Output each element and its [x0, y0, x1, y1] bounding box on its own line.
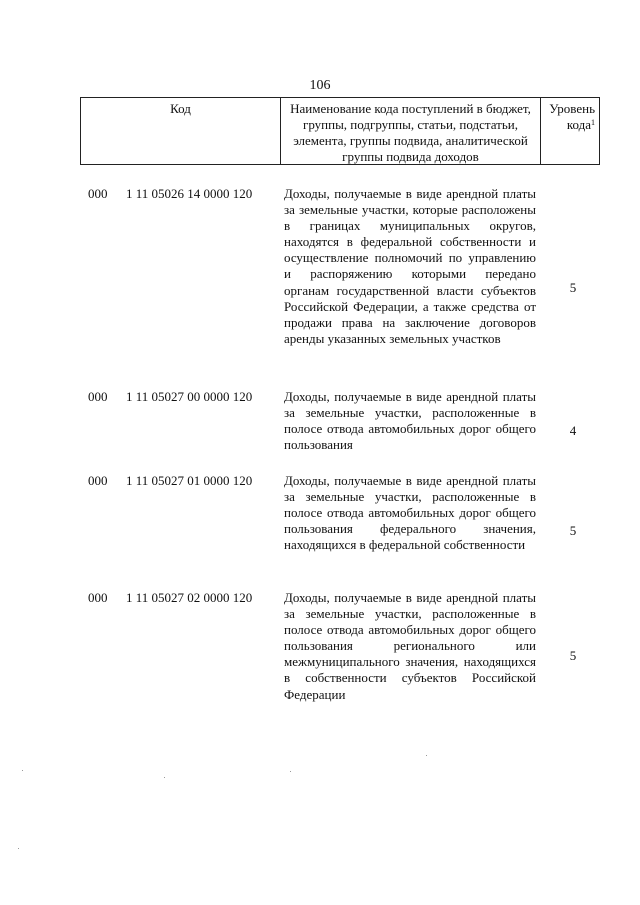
row-prefix: 000: [88, 389, 108, 404]
row-level: 5: [569, 523, 577, 538]
row-description: Доходы, получаемые в виде арендной платы за земельные участки, расположенные в полосе отвода автомобильных дорог общего пользования: [284, 389, 536, 453]
row-prefix: 000: [88, 473, 108, 488]
page-number: 106: [309, 78, 331, 93]
row-code: 1 11 05027 00 0000 120: [126, 389, 253, 404]
row-level: 5: [569, 280, 577, 295]
row-description: Доходы, получаемые в виде арендной платы за земельные участки, которые расположены в границах муниципальных округов, находятся в федеральной собственности и осуществление полномочий по управлению и распоряжению которыми передано органам государственной власти субъектов Российской Федерации, а также средства от продажи права на заключение договоров аренды указанных земельных участков: [284, 186, 536, 346]
scan-speck: [22, 770, 23, 771]
scan-speck: [18, 848, 19, 849]
header-level-column: [541, 98, 599, 164]
row-code: 1 11 05026 14 0000 120: [126, 186, 253, 201]
table-row: [88, 590, 588, 725]
table-row: [88, 473, 588, 588]
row-description: Доходы, получаемые в виде арендной платы за земельные участки, расположенные в полосе отвода автомобильных дорог общего пользования регионального или межмуниципального значения, находящихся в собственности субъектов Российской Федерации: [284, 590, 536, 702]
row-level: 5: [569, 648, 577, 663]
row-code: 1 11 05027 02 0000 120: [126, 590, 253, 605]
header-level-label: Уровень кода: [549, 101, 595, 132]
header-name-column: Наименование кода поступлений в бюджет, группы, подгруппы, статьи, подстатьи, элемента, группы подвида, аналитической группы подвида доходов: [281, 98, 541, 164]
scan-speck: [164, 777, 165, 778]
row-prefix: 000: [88, 590, 108, 605]
row-prefix: 000: [88, 186, 108, 201]
table-row: [88, 186, 588, 386]
row-description: Доходы, получаемые в виде арендной платы за земельные участки, расположенные в полосе отвода автомобильных дорог общего пользования федерального значения, находящихся в федеральной собственности: [284, 473, 536, 553]
table-header: [80, 97, 600, 165]
table-row: [88, 389, 588, 471]
row-level: 4: [569, 423, 577, 438]
scan-speck: [426, 755, 427, 756]
header-code-column: Код: [81, 98, 281, 164]
scan-speck: [290, 771, 291, 772]
footnote-marker: 1: [591, 118, 595, 127]
row-code: 1 11 05027 01 0000 120: [126, 473, 253, 488]
